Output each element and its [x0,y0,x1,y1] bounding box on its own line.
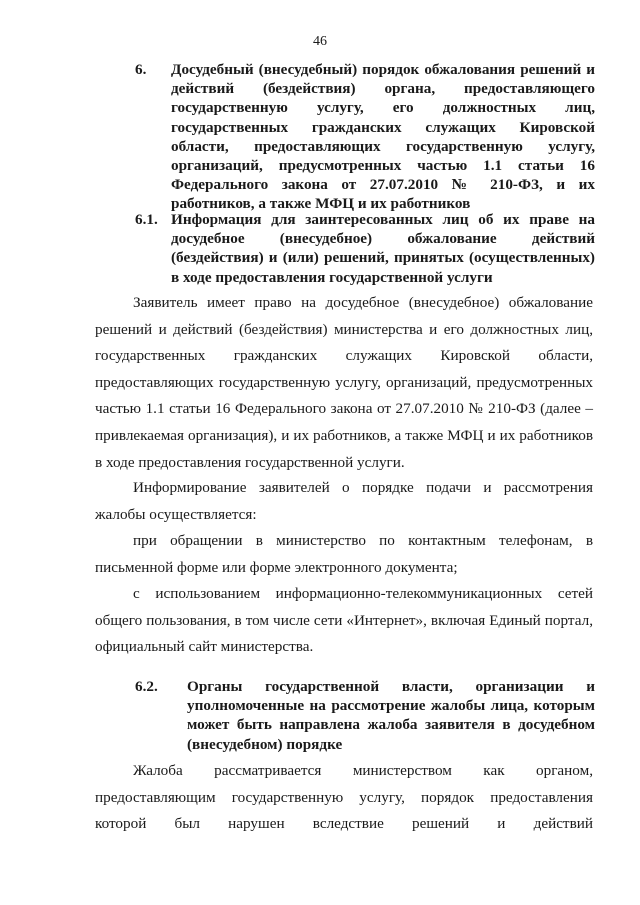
section-6-2-title: Органы государственной власти, организации и уполномоченные на рассмотрение жалобы лица, которым может быть направлена жалоба заявителя в досудебном (внесудебном) порядке [187,678,595,753]
section-6-1-title: Информация для заинтересованных лиц об их праве на досудебное (внесудебное) обжалование действий (бездействия) и (или) решений, принятых (осуществленных) в ходе предоставления государственной услуги [171,211,595,286]
section-6-2-number: 6.2. [135,678,158,695]
paragraph-informing-internet: с использованием информационно-телекоммуникационных сетей общего пользования, в том числе сети «Интернет», включая Единый портал, официальный сайт министерства. [95,585,593,656]
section-6-1-heading [135,210,595,287]
section-6-2-heading [135,677,595,754]
section-6-number: 6. [135,61,147,78]
paragraph-informing-ministry: при обращении в министерство по контактным телефонам, в письменной форме или форме электронного документа; [95,532,593,576]
paragraph-complaint-review: Жалоба рассматривается министерством как органом, предоставляющим государственную услугу, порядок предоставления которой был нарушен вследствие решений и действий [95,762,593,833]
section-6-title: Досудебный (внесудебный) порядок обжалования решений и действий (бездействия) органа, предоставляющего государственную услугу, его должностных лиц, государственных гражданских служащих Кировской области, предоставляющих государственную услугу, организаций, предусмотренных частью 1.1 статьи 16 Федерального закона от 27.07.2010 № 210-ФЗ, и их работников, а также МФЦ и их работников [171,61,595,213]
paragraph-right-to-appeal: Заявитель имеет право на досудебное (внесудебное) обжалование решений и действий (бездействия) министерства и его должностных лиц, государственных гражданских служащих Кировской области, предоставляющих государственную услугу, организаций, предусмотренных частью 1.1 статьи 16 Федерального закона от 27.07.2010 № 210-ФЗ (далее – привлекаемая организация), и их работников, а также МФЦ и их работников в ходе предоставления государственной услуги. [95,294,593,471]
page-number: 46 [313,34,327,49]
section-6-1-number: 6.1. [135,211,158,228]
paragraph-informing-intro: Информирование заявителей о порядке подачи и рассмотрения жалобы осуществляется: [95,479,593,523]
section-6-heading [135,60,595,214]
